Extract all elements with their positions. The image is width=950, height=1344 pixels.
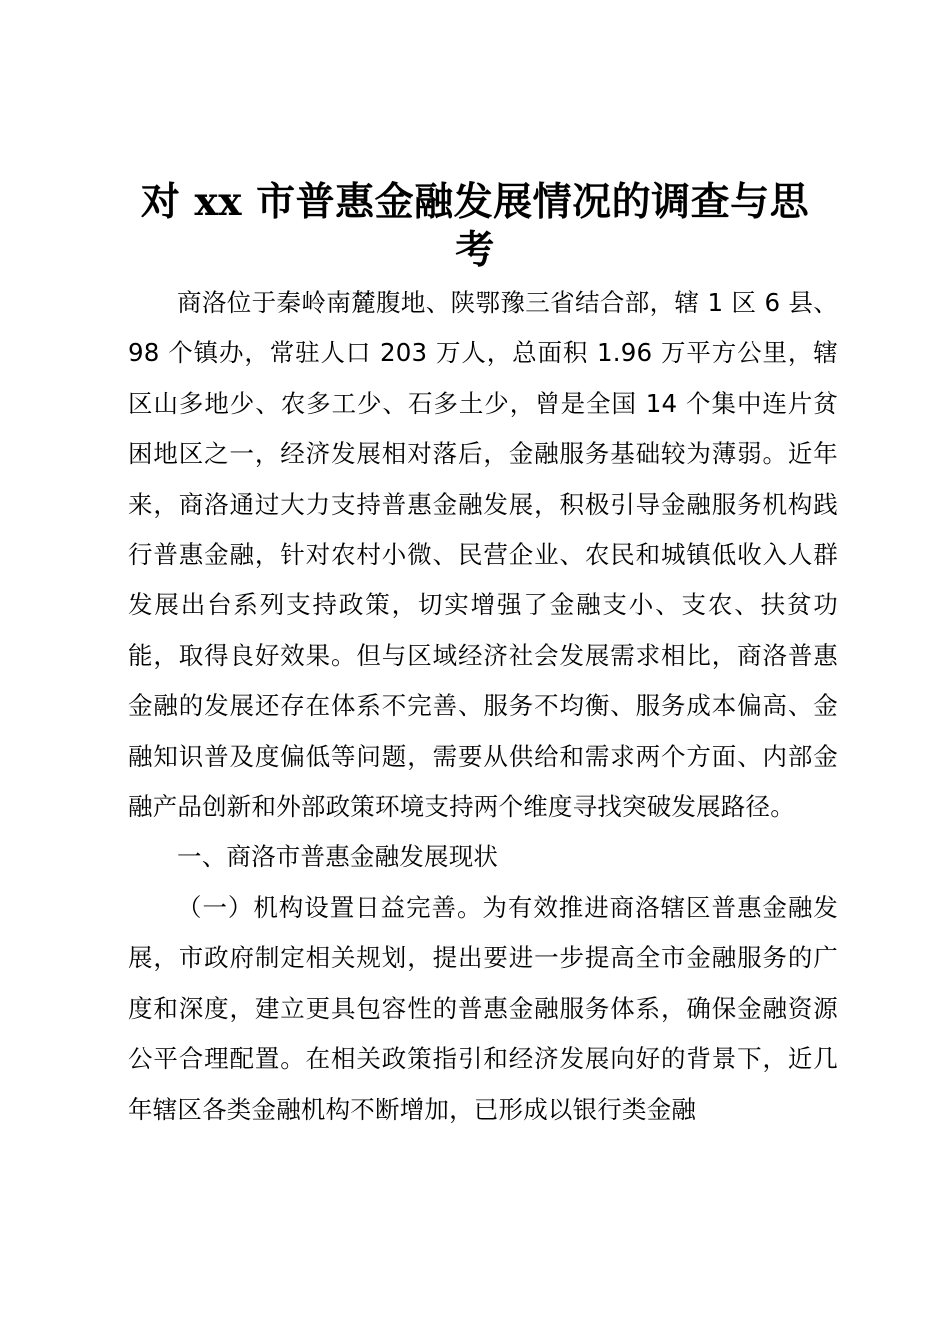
document-body xyxy=(128,278,838,1135)
document-title: 对 xx 市普惠金融发展情况的调查与思考 xyxy=(140,179,810,273)
paragraph-overview: 商洛位于秦岭南麓腹地、陕鄂豫三省结合部，辖 1 区 6 县、98 个镇办，常驻人口 203 万人，总面积 1.96 万平方公里，辖区山多地少、农多工少、石多土少，曾是全国 14 个集中连片贫困地区之一，经济发展相对落后，金融服务基础较为薄弱。近年来，商洛通过大力支持普惠金融发展，积极引导金融服务机构践行普惠金融，针对农村小微、民营企业、农民和城镇低收入人群发展出台系列支持政策，切实增强了金融支小、支农、扶贫功能，取得良好效果。但与区域经济社会发展需求相比，商洛普惠金融的发展还存在体系不完善、服务不均衡、服务成本偏高、金融知识普及度偏低等问题，需要从供给和需求两个方面、内部金融产品创新和外部政策环境支持两个维度寻找突破发展路径。 xyxy=(128,288,838,822)
paragraph-institutions: （一）机构设置日益完善。为有效推进商洛辖区普惠金融发展，市政府制定相关规划，提出要进一步提高全市金融服务的广度和深度，建立更具包容性的普惠金融服务体系，确保金融资源公平合理配置。在相关政策指引和经济发展向好的背景下，近几年辖区各类金融机构不断增加，已形成以银行类金融 xyxy=(128,892,838,1124)
section-heading-1: 一、商洛市普惠金融发展现状 xyxy=(177,842,499,872)
